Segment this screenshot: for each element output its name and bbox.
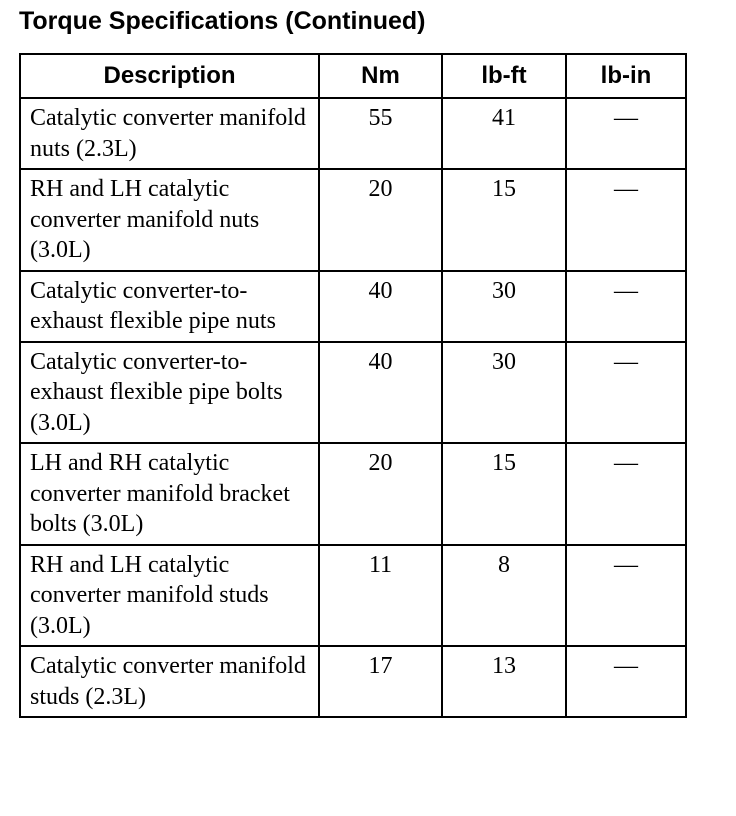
page-title: Torque Specifications (Continued) <box>19 7 426 35</box>
cell-lb-ft: 30 <box>442 342 566 444</box>
header-row <box>20 54 686 98</box>
cell-nm: 11 <box>319 545 442 647</box>
cell-lb-ft: 15 <box>442 169 566 271</box>
torque-spec-table <box>19 53 687 718</box>
table-row <box>20 342 686 444</box>
cell-description: LH and RH catalytic converter manifold bracket bolts (3.0L) <box>20 443 319 545</box>
cell-nm: 40 <box>319 342 442 444</box>
table-row <box>20 646 686 717</box>
cell-lb-in: — <box>566 98 686 169</box>
table-row <box>20 98 686 169</box>
cell-description: RH and LH catalytic converter manifold nuts (3.0L) <box>20 169 319 271</box>
cell-lb-in: — <box>566 271 686 342</box>
cell-lb-in: — <box>566 443 686 545</box>
header-nm: Nm <box>319 54 442 98</box>
table-row <box>20 169 686 271</box>
cell-nm: 55 <box>319 98 442 169</box>
cell-lb-ft: 8 <box>442 545 566 647</box>
table-row <box>20 271 686 342</box>
cell-nm: 20 <box>319 443 442 545</box>
header-description: Description <box>20 54 319 98</box>
table-row <box>20 443 686 545</box>
cell-lb-in: — <box>566 646 686 717</box>
cell-nm: 40 <box>319 271 442 342</box>
cell-lb-ft: 30 <box>442 271 566 342</box>
table-row <box>20 545 686 647</box>
cell-lb-ft: 41 <box>442 98 566 169</box>
cell-lb-in: — <box>566 545 686 647</box>
header-lb-ft: lb-ft <box>442 54 566 98</box>
header-lb-in: lb-in <box>566 54 686 98</box>
cell-nm: 17 <box>319 646 442 717</box>
cell-lb-in: — <box>566 169 686 271</box>
cell-lb-ft: 15 <box>442 443 566 545</box>
cell-description: Catalytic converter-to-exhaust flexible pipe bolts (3.0L) <box>20 342 319 444</box>
cell-lb-ft: 13 <box>442 646 566 717</box>
cell-lb-in: — <box>566 342 686 444</box>
cell-nm: 20 <box>319 169 442 271</box>
cell-description: Catalytic converter-to-exhaust flexible pipe nuts <box>20 271 319 342</box>
cell-description: RH and LH catalytic converter manifold studs (3.0L) <box>20 545 319 647</box>
cell-description: Catalytic converter manifold nuts (2.3L) <box>20 98 319 169</box>
cell-description: Catalytic converter manifold studs (2.3L) <box>20 646 319 717</box>
